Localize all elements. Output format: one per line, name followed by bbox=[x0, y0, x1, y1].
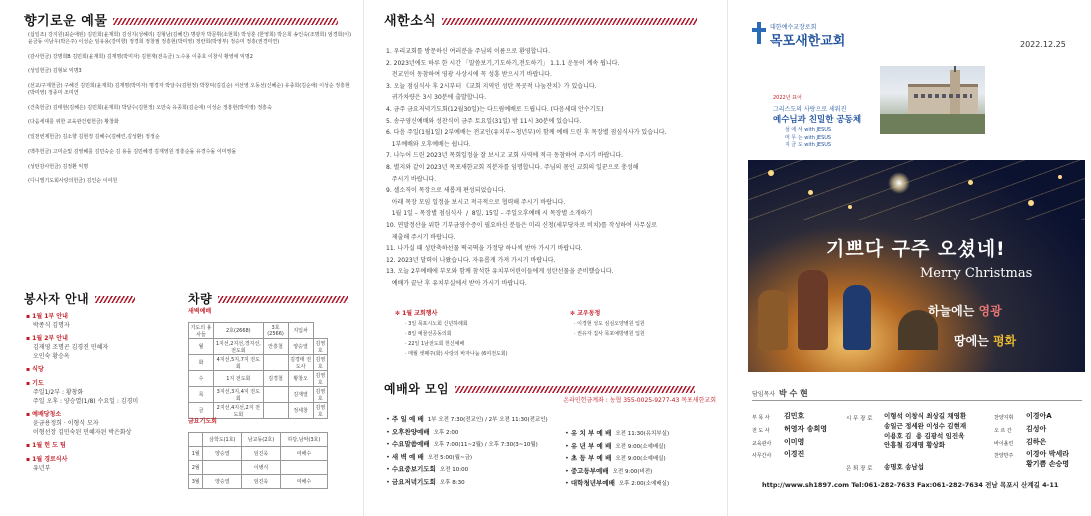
retired-elders-label: 은 퇴 장 로 bbox=[846, 466, 873, 472]
table-cell: 임진욱 bbox=[242, 475, 281, 489]
offering-item: (십일조) 강지원(최순애된) 김민희(윤재희) 김성지(성혜리) 김형남(김혜진) 명광자 박문휘(소현희) 박성훈 (한영희) 박은희 송인숙(조명희) 엄경희(이) 윤금동 이남우(박은주) 이성순 임유용(강미향) 정경희 정창필 정흥현(박미영) 정란희(박영부) 정승미 정흥(권경미연) bbox=[28, 32, 352, 45]
vehicle-table bbox=[188, 322, 328, 419]
staff-role: 교육관사 bbox=[752, 440, 772, 447]
table-cell: 여해수 bbox=[280, 447, 327, 461]
table-cell: 김경태 전도사 bbox=[288, 355, 313, 371]
table-cell: 김영호 bbox=[313, 339, 327, 355]
denomination: 대한예수교장로회 bbox=[770, 24, 817, 31]
peace-line: 땅에는 평화 bbox=[954, 334, 1017, 348]
worship-row: • 초 등 부 예 배 오전 9:00(소예배실) bbox=[565, 454, 666, 462]
worship-row: • 대학청년부예배 오후 2:00(소예배실) bbox=[565, 479, 670, 487]
service-time: 오전 11:30(유치부실) bbox=[615, 431, 670, 437]
staff-name: 이경아 박세라 황기쁨 손승명 bbox=[1026, 450, 1070, 469]
service-time: 오후 8:30 bbox=[439, 479, 465, 486]
divider bbox=[752, 400, 1082, 401]
volunteer-names: 유년부 bbox=[33, 464, 51, 472]
service-name: 중고등부예배 bbox=[570, 466, 609, 475]
table-cell: 여해수 bbox=[280, 475, 327, 489]
header-cell: 3호(2566) bbox=[263, 323, 288, 339]
glory-line: 하늘에는 영광 bbox=[928, 304, 1002, 318]
service-name: 유 년 부 예 배 bbox=[570, 441, 612, 450]
offering-item: (일천번제헌금) 김소향 김현정 김혜수(김혜린,김성환) 정정순 bbox=[28, 134, 160, 140]
table-cell: 임진욱 bbox=[242, 447, 281, 461]
table-cell bbox=[280, 461, 327, 475]
offerings-list bbox=[28, 32, 353, 193]
news-item: 13. 오늘 2부예배에 부모와 함께 참석한 유치부어린이들에게 성탄선물을 준비했습니다. bbox=[386, 268, 614, 276]
worship-row: • 중고등부예배 오전 9:00(비전) bbox=[565, 466, 653, 475]
offering-item: (건축헌금) 김태현(김혜은) 김민희(윤재희) 박달수(김현정) 오만숙 유종희(김순애) 이성순 정흥현(박미영) 정흥숙 bbox=[28, 104, 272, 111]
service-name: 금요저녁기도회 bbox=[391, 477, 436, 486]
header-cell: 기도의 용사들 bbox=[189, 323, 214, 339]
volunteer-names: 주일1/2부 : 황창화 주일 오후 : 양승열(1/8) 수요일 : 김경미 bbox=[33, 388, 139, 405]
service-time: 오후 7:00(11~2월) / 오후 7:30(3~10월) bbox=[433, 442, 538, 448]
table-cell: 김재열 bbox=[288, 387, 313, 403]
volunteer-heading: ▪ 예배당청소 bbox=[26, 411, 176, 420]
pastor: 담임목사 박 수 현 bbox=[752, 389, 808, 398]
table-cell: 2지선,4지선,2지 전도회 bbox=[214, 403, 263, 419]
service-time: 오후 2:00(소예배실) bbox=[618, 481, 670, 487]
news-item: 10. 연말정산을 위한 기부금영수증이 필요하신 분들은 미리 신청(세부당자로 비치)를 작성하여 사무실로 bbox=[386, 221, 657, 229]
news-item: 1월 1일 – 목장별 점심식사 / 8일, 15일 – 주일오후예배 시 목장별 소개하기 bbox=[386, 210, 593, 218]
service-time: 오전 9:00(소예배실) bbox=[615, 443, 666, 450]
news-item: 제출해 주시기 바랍니다. bbox=[386, 233, 456, 241]
table-cell bbox=[203, 461, 242, 475]
offering-item: (다음세대를 위한 교육관건립헌금) 황창화 bbox=[28, 119, 119, 126]
christmas-headline: 기쁘다 구주 오셨네! bbox=[826, 238, 1006, 260]
staff-role: 찬양반주 bbox=[994, 453, 1014, 460]
news-item: 3. 오늘 점심식사 후 2시부터 《교회 지역인 성탄 목곳적 나눔잔치》가 있습니다. bbox=[386, 82, 597, 90]
motto-sub bbox=[785, 127, 831, 150]
news-item: 귀가차량은 3시 30분에 출발합니다. bbox=[386, 94, 487, 102]
table-row bbox=[189, 475, 328, 489]
volunteer-heading: ▪ 1월 2부 안내 bbox=[26, 335, 176, 344]
service-name: 주 일 예 배 bbox=[391, 415, 424, 423]
service-time: 오전 10:00 bbox=[439, 467, 469, 473]
worship-row: • 유 년 부 예 배 오전 9:00(소예배실) bbox=[565, 441, 666, 450]
service-name: 수요중보기도회 bbox=[391, 465, 436, 473]
staff-row bbox=[994, 425, 1089, 435]
table-cell: 1지 전도회 bbox=[214, 371, 263, 387]
staff-name: 허영자 송희영 bbox=[784, 424, 828, 433]
news-item: 6. 다음 주일(1월1일) 2부예배는 전교인(유치부~청년부)이 함께 예배 드린 후 목장별 점심식사가 있습니다. bbox=[386, 129, 667, 137]
table-row bbox=[189, 447, 328, 461]
staff-role: 바이올린 bbox=[994, 440, 1014, 447]
table-row bbox=[189, 355, 328, 371]
member-news-box: ✻ 교우동정 · 이경현 성도 심심오양병원 입원 · 권유자 집사 목포예방병원 입원 bbox=[570, 310, 710, 339]
staff-name: 김민호 bbox=[784, 412, 805, 420]
news-item: 8. 별지와 같이 2023년 목포새한교회 직분자를 임명합니다. 주님의 몸인 교회의 일꾼으로 충성해 bbox=[386, 163, 639, 171]
table-cell: 4지선,5지,7지 전도회 bbox=[214, 355, 263, 371]
staff-role: 사무간사 bbox=[752, 453, 772, 460]
news-list bbox=[386, 46, 721, 289]
service-time: 1부 오전 7:30(전교인) / 2부 오전 11:30(전교인) bbox=[427, 417, 548, 423]
table-cell: 양승열 bbox=[203, 475, 242, 489]
offering-item: (맥추헌금) 고미순및 김영혜를 김민숙순 김 용을 김민혜경 김재영원 정흥순돌 유경수돌 이미영돌 bbox=[28, 148, 237, 155]
staff-row bbox=[752, 438, 842, 448]
service-time: 오전 9:00(비전) bbox=[612, 468, 653, 475]
table-cell: 금 bbox=[189, 403, 214, 419]
service-name: 수요말씀예배 bbox=[391, 440, 430, 448]
header-cell: 하당,남악(3호) bbox=[280, 433, 327, 447]
offering-item: (감사헌금) 강명희B 김민희(윤재희) 김재명(박미자) 김현재(전옥금) 노수용 이종호 이창식 황영애 익명2 bbox=[28, 53, 253, 60]
motto-sub-line: 머 무 는 with JESUS bbox=[785, 134, 832, 141]
service-time: 오전 9:00(소예배실) bbox=[615, 456, 666, 462]
header-cell bbox=[189, 433, 203, 447]
worship-row: • 오후찬양예배 오후 2:00 bbox=[386, 427, 459, 436]
title-divider bbox=[218, 296, 348, 303]
staff-role: 오 르 간 bbox=[994, 427, 1012, 434]
table-cell: 목 bbox=[189, 387, 214, 403]
news-item: 7. 나누어 드린 2023년 목회일정을 잘 보시고 교회 사역에 적극 동참하여 주시기 바랍니다. bbox=[386, 152, 624, 160]
table-cell: 김영호 bbox=[313, 355, 327, 371]
table-cell: 정세창 bbox=[288, 403, 313, 419]
news-item: 예배가 끝난 후 유치부실에서 받아 가시기 바랍니다. bbox=[386, 279, 527, 287]
header-cell: 지입차 bbox=[288, 323, 313, 339]
cross-logo-icon bbox=[752, 22, 766, 44]
staff-row bbox=[994, 412, 1089, 422]
offering-item: (디니엘기도회사랑의헌금) 김인순 이여원 bbox=[28, 178, 118, 185]
event-item: · 3일 목포시노회 신년하례회 bbox=[405, 320, 468, 327]
volunteer-names: 박종식 김명자 bbox=[33, 321, 70, 329]
service-name: 유 치 부 예 배 bbox=[570, 429, 612, 437]
elders-label: 시 무 장 로 bbox=[846, 416, 873, 422]
worship-row: • 새 벽 예 배 오전 5:00(월~금) bbox=[386, 452, 473, 461]
events-box: ✻ 1월 교회행사 · 3일 목포시노회 신년하례회 · 8일 예꿈선공동의회 · 22일 1남전도회 헌신예배 · 매월 셋째주(화) 사랑의 바자나눔 (6여전도회) bbox=[395, 310, 565, 359]
table-cell: 김경철 bbox=[263, 371, 288, 387]
staff-row bbox=[994, 450, 1089, 470]
figure-silhouette bbox=[843, 285, 871, 350]
table-cell: 3지선,3지,4지 전도회 bbox=[214, 387, 263, 403]
title-divider bbox=[455, 386, 695, 393]
table-cell: 양승열 bbox=[203, 447, 242, 461]
table-cell: 안흥철 bbox=[263, 339, 288, 355]
online-account: 온라인헌금계좌 : 농협 355-0025-9277-43 목포새한교회 bbox=[563, 397, 716, 404]
motto-line1: 그리스도의 사랑으로 세워진 bbox=[773, 106, 847, 113]
service-name: 새 벽 예 배 bbox=[391, 452, 424, 461]
table-cell: 양승열 bbox=[288, 339, 313, 355]
worship-row: • 수요말씀예배 오후 7:00(11~2월) / 오후 7:30(3~10월) bbox=[386, 440, 538, 448]
table-cell: 황창오 bbox=[288, 371, 313, 387]
volunteers-list bbox=[26, 308, 176, 473]
service-name: 대학청년부예배 bbox=[570, 479, 615, 487]
volunteers-title: 봉사자 안내 bbox=[24, 290, 135, 307]
header-cell: 남교동(2호) bbox=[242, 433, 281, 447]
table-cell bbox=[263, 387, 288, 403]
staff-list bbox=[752, 412, 842, 463]
staff-row bbox=[752, 412, 842, 422]
event-item: · 이경현 성도 심심오양병원 입원 bbox=[574, 320, 645, 327]
event-item: · 8일 예꿈선공동의회 bbox=[405, 330, 452, 337]
worship-row: • 수요중보기도회 오전 10:00 bbox=[386, 465, 469, 473]
news-item: 아래 목장 모임 일정을 보시고 적극적으로 협력해 주시기 바랍니다. bbox=[386, 198, 566, 206]
worship-row: • 금요저녁기도회 오후 8:30 bbox=[386, 477, 465, 486]
staff-name: 김성아 bbox=[1026, 424, 1047, 433]
news-item: 주시기 바랍니다. bbox=[386, 175, 437, 183]
title-divider bbox=[442, 18, 697, 25]
vehicles-title: 차량 bbox=[188, 290, 348, 307]
table-cell: 1지선,2지선,경지선, 전도회 bbox=[214, 339, 263, 355]
volunteer-heading: ▪ 식당 bbox=[26, 366, 176, 375]
staff-row bbox=[752, 425, 842, 435]
news-item: 9. 셀소직이 목장으로 새롭게 편성되었습니다. bbox=[386, 187, 506, 195]
table-header bbox=[189, 433, 328, 447]
staff-role: 부 목 사 bbox=[752, 415, 770, 421]
motto-line2: 예수님과 친밀한 공동체 bbox=[773, 115, 862, 125]
table-row bbox=[189, 403, 328, 419]
service-time: 오후 2:00 bbox=[433, 429, 459, 436]
staff-row bbox=[752, 450, 842, 460]
table-row bbox=[189, 387, 328, 403]
staff-name: 이미영 bbox=[784, 437, 805, 446]
staff-role: 전 도 사 bbox=[752, 427, 770, 434]
table-row bbox=[189, 461, 328, 475]
worship-schedule-left bbox=[386, 414, 566, 489]
retired-elders-names: 송명호 송남섭 bbox=[884, 463, 924, 471]
news-item: 2. 2023년에도 하루 한 시간 「말씀보기,기도하기,전도하기」 1.1.1 운동이 계속 됩니다. bbox=[386, 59, 620, 67]
table-cell: 김영호 bbox=[313, 371, 327, 387]
table-cell: 화 bbox=[189, 355, 214, 371]
worship-schedule-right bbox=[565, 428, 725, 491]
table-cell: 이병식 bbox=[242, 461, 281, 475]
event-item: · 22일 1남전도회 헌신예배 bbox=[405, 340, 465, 347]
dawn-service-label: 새벽예배 bbox=[188, 308, 212, 315]
table-row bbox=[189, 371, 328, 387]
friday-vehicle-table bbox=[188, 432, 328, 489]
friday-prayer-label: 금요기도회 bbox=[188, 418, 217, 425]
table-cell: 1월 bbox=[189, 447, 203, 461]
news-item: 1부예배와 오후예배는 쉽니다. bbox=[386, 140, 471, 148]
volunteer-heading: ▪ 1월 경로식사 bbox=[26, 456, 176, 465]
offering-item: (성탄감사헌금) 김정환 익명 bbox=[28, 163, 89, 170]
header-cell: 삼학도(1호) bbox=[203, 433, 242, 447]
table-cell bbox=[263, 403, 288, 419]
service-time: 오전 5:00(월~금) bbox=[427, 454, 473, 461]
staff-row bbox=[994, 438, 1089, 448]
offerings-title: 향기로운 예물 bbox=[24, 10, 338, 29]
church-name: 목포새한교회 bbox=[770, 34, 846, 49]
news-item: 4. 금주 금요저녁기도회(12월30일)는 다드림예배로 드립니다. (다음세대 안수기도) bbox=[386, 105, 604, 113]
table-cell: 김영호 bbox=[313, 387, 327, 403]
motto-year: 2022년 표어 bbox=[773, 95, 802, 101]
footer-contact: http://www.sh1897.com Tel:061-282-7633 Fax:061-282-7634 전남 목포시 산계길 4-11 bbox=[762, 481, 1059, 489]
table-cell: 월 bbox=[189, 339, 214, 355]
worship-row: • 주 일 예 배 1부 오전 7:30(전교인) / 2부 오전 11:30(전교인) bbox=[386, 415, 548, 423]
staff-name: 김하은 bbox=[1026, 437, 1047, 446]
news-item: 11. 나가실 때 성탄축하선물 떡국떡을 가정당 하나씩 받아 가시기 바랍니다. bbox=[386, 245, 583, 253]
christmas-nativity-image bbox=[748, 160, 1085, 372]
table-cell bbox=[263, 355, 288, 371]
news-item: 1. 우리교회를 방문하신 여러분을 주님의 이름으로 환영합니다. bbox=[386, 48, 550, 55]
merry-christmas: Merry Christmas bbox=[920, 266, 1033, 281]
title-divider bbox=[113, 18, 338, 25]
table-row bbox=[189, 339, 328, 355]
church-building-photo bbox=[880, 66, 985, 134]
table-cell: 2월 bbox=[189, 461, 203, 475]
event-item: · 권유자 집사 목포예방병원 입원 bbox=[574, 330, 645, 337]
offering-item: (성일헌금) 김형보 익명3 bbox=[28, 68, 82, 75]
table-cell: 3월 bbox=[189, 475, 203, 489]
music-staff-list bbox=[994, 412, 1089, 473]
volunteer-heading: ▪ 기도 bbox=[26, 380, 176, 389]
news-item: 5. 송구영신예배와 성찬식이 금주 토요일(31일) 밤 11시 30분에 있습니다. bbox=[386, 117, 582, 125]
title-divider bbox=[95, 296, 135, 303]
volunteer-names: 윤금용정희 · 이형식 모자 이형선장 김민숙된 민혜자된 박은화상 bbox=[33, 419, 132, 436]
staff-name: 이경아A bbox=[1026, 412, 1052, 420]
staff-name: 이경진 bbox=[784, 450, 805, 459]
motto-sub-line: 지 금 도 with JESUS bbox=[785, 142, 832, 148]
volunteer-heading: ▪ 1월 헌 도 팀 bbox=[26, 442, 176, 451]
elders-names: 이형석 이창식 최상길 채영환 송일근 정세완 이성수 김현재 이용호 김 용 김광석 임진욱 안흥철 김재명 황상화 bbox=[884, 412, 967, 450]
news-item: 12. 2023년 달력이 나왔습니다. 자유롭게 가져 가시기 바랍니다. bbox=[386, 256, 556, 264]
motto-sub-line: 섬 에 서 with JESUS bbox=[785, 127, 832, 133]
worship-row: • 유 치 부 예 배 오전 11:30(유치부실) bbox=[565, 429, 670, 437]
bulletin-date: 2022.12.25 bbox=[1020, 40, 1066, 49]
header-cell: 2호(2668) bbox=[214, 323, 263, 339]
service-name: 초 등 부 예 배 bbox=[570, 454, 612, 462]
worship-title: 예배와 모임 bbox=[384, 380, 695, 397]
service-name: 오후찬양예배 bbox=[391, 427, 430, 436]
table-header bbox=[189, 323, 328, 339]
figure-silhouette bbox=[798, 270, 828, 350]
news-title: 새한소식 bbox=[384, 10, 697, 29]
table-cell: 김영호 bbox=[313, 403, 327, 419]
event-item: · 매월 셋째주(화) 사랑의 바자나눔 (6여전도회) bbox=[405, 350, 508, 357]
volunteer-names: 김재영 조명곤 김경진 민혜자 오인숙 황승옥 bbox=[33, 344, 109, 360]
volunteer-heading: ▪ 1월 1부 안내 bbox=[26, 313, 176, 322]
staff-role: 찬양지휘 bbox=[994, 415, 1014, 421]
table-cell: 수 bbox=[189, 371, 214, 387]
figure-silhouette bbox=[758, 290, 788, 350]
offering-item: (선교/구제헌금) 구혜진 김민희(윤재희) 김재명(박미자) 명경자 박달수(김현정) 박창덕(김길순) 서선영 오동선(신혜순) 유종희(김순애) 이성순 정흥현(박미영) 정종미 조미연 bbox=[28, 83, 350, 96]
news-item: 전교인이 동참하여 영광 사상시에 꼭 성흥 받으시기 바랍니다. bbox=[386, 71, 552, 79]
